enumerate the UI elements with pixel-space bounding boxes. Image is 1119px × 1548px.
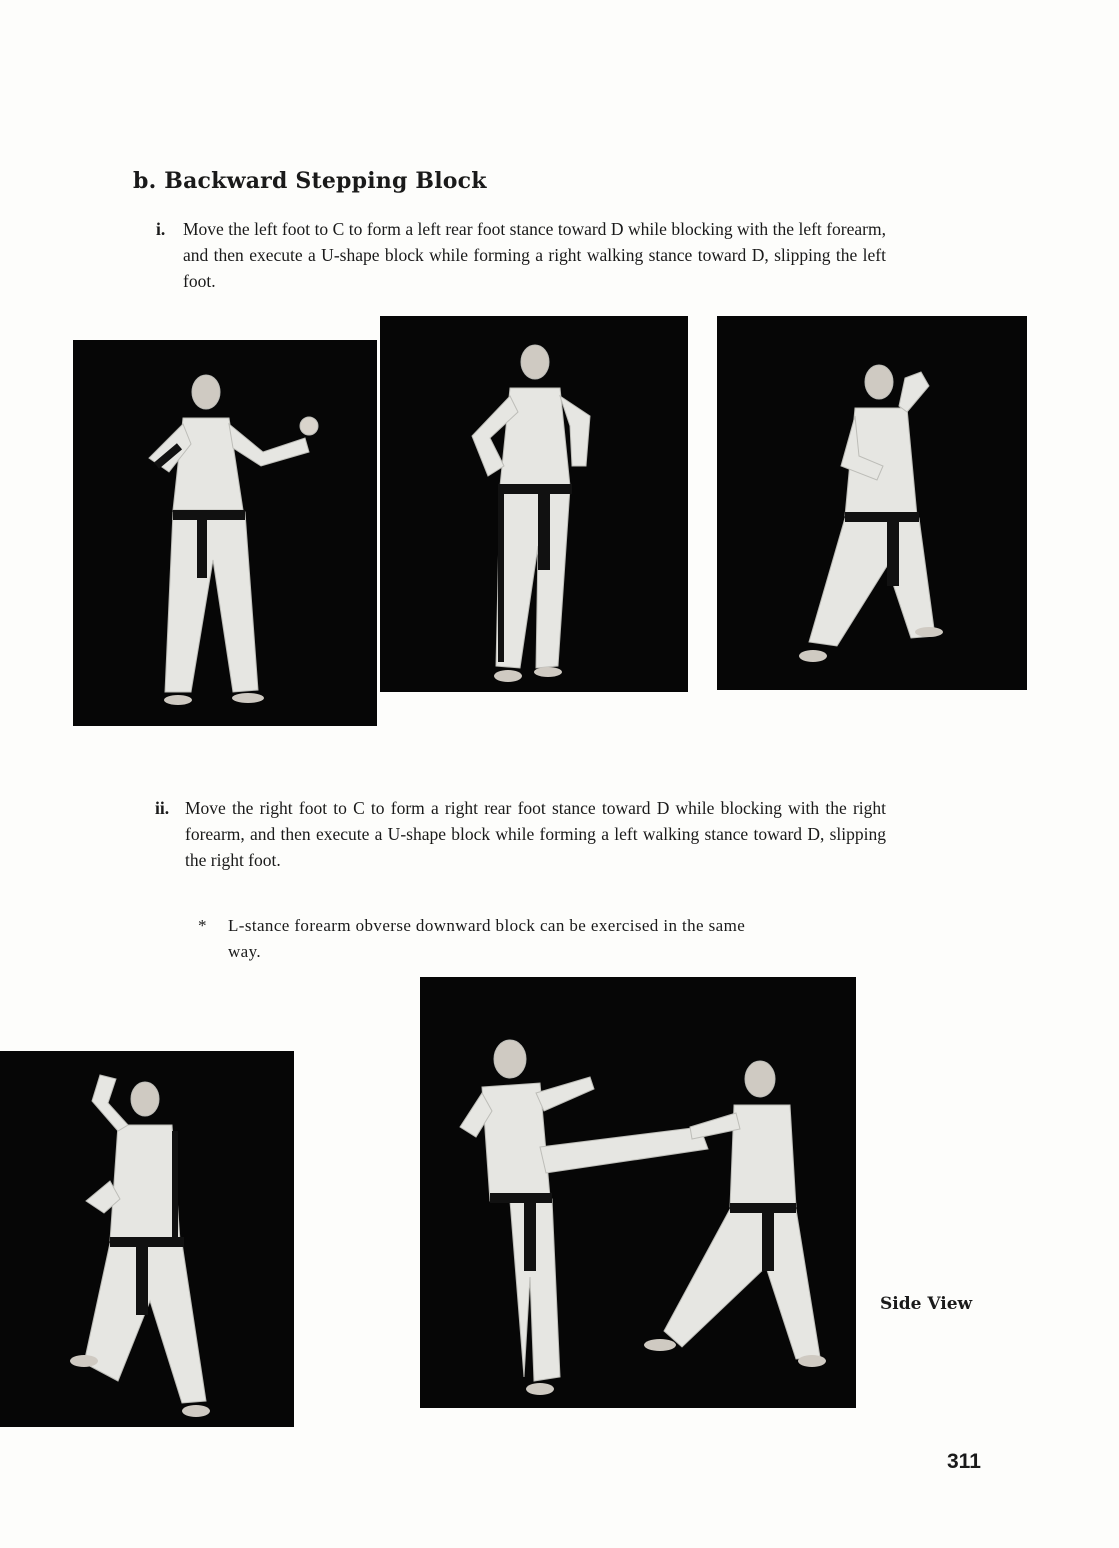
photo-front-view-block xyxy=(0,1051,294,1427)
note-asterisk: * xyxy=(198,916,207,935)
two-fighters-illustration xyxy=(420,977,856,1408)
photo-side-view-kick-block xyxy=(420,977,856,1408)
fighter-figure-illustration xyxy=(380,316,688,692)
section-heading: b. Backward Stepping Block xyxy=(133,168,487,194)
step-ii xyxy=(155,795,886,873)
step-marker: i. xyxy=(156,219,166,239)
step-text: Move the left foot to C to form a left rear foot stance toward D while blocking with the left forearm, and then execute a U-shape block while forming a right walking stance toward D, slipping the left foot. xyxy=(183,219,886,291)
note-text: L-stance forearm obverse downward block can be exercised in the same way. xyxy=(228,916,746,961)
photo-walking-stance xyxy=(380,316,688,692)
step-marker: ii. xyxy=(155,798,170,818)
fighter-figure-illustration xyxy=(717,316,1027,690)
page-number: 311 xyxy=(947,1450,981,1473)
fighter-figure-illustration xyxy=(73,340,377,726)
side-view-caption: Side View xyxy=(880,1294,973,1314)
photo-rear-foot-stance-block xyxy=(73,340,377,726)
fighter-figure-illustration xyxy=(0,1051,294,1427)
step-i xyxy=(156,216,886,294)
step-text: Move the right foot to C to form a right rear foot stance toward D while blocking with the right forearm, and then execute a U-shape block while forming a left walking stance toward D, slipping the right foot. xyxy=(185,798,886,870)
photo-u-shape-block xyxy=(717,316,1027,690)
